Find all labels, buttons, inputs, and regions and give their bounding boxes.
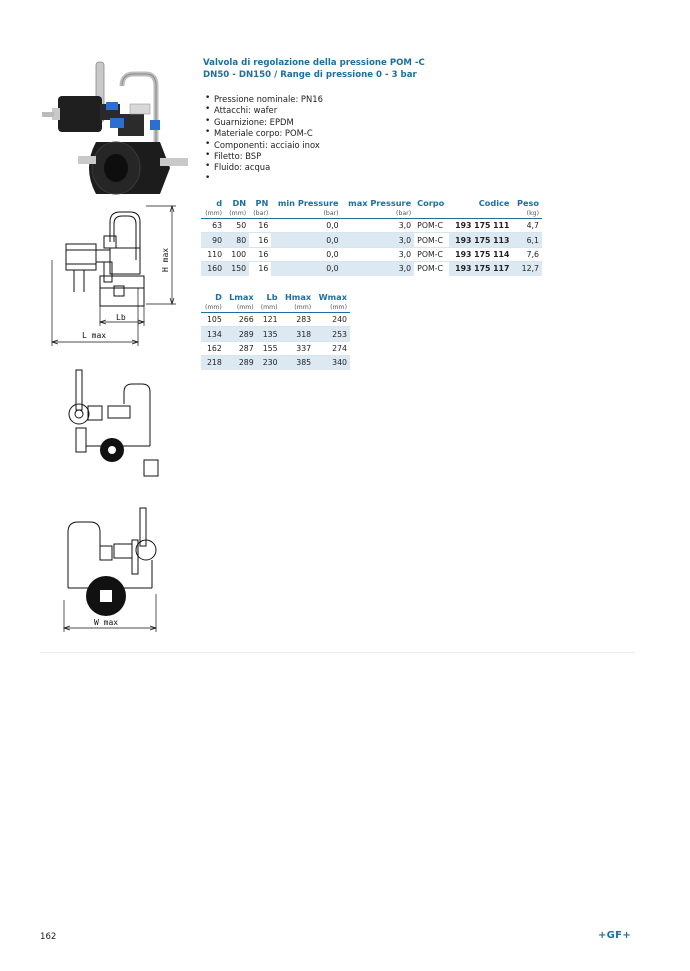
cell-max-pressure: 3,0	[342, 233, 415, 247]
unit-cell: (mm)	[225, 303, 257, 313]
cell-d: 90	[201, 233, 225, 247]
cell-hmax: 283	[281, 313, 315, 327]
cell-lmax: 287	[225, 341, 257, 355]
dimensions-table-units	[201, 303, 350, 313]
unit-cell: (bar)	[249, 209, 271, 219]
cell-d: 134	[201, 327, 225, 341]
unit-cell: (kg)	[512, 209, 542, 219]
cell-codice: 193 175 117	[449, 262, 512, 276]
unit-cell: (mm)	[257, 303, 281, 313]
cell-max-pressure: 3,0	[342, 219, 415, 233]
column-header: PN	[255, 198, 269, 208]
cell-wmax: 274	[314, 341, 350, 355]
cell-lb: 230	[257, 356, 281, 370]
spec-table	[201, 198, 542, 276]
cell-codice: 193 175 111	[449, 219, 512, 233]
cell-lmax: 266	[225, 313, 257, 327]
cell-min-pressure: 0,0	[271, 262, 341, 276]
table-row	[201, 219, 542, 233]
unit-cell	[414, 209, 449, 219]
cell-max-pressure: 3,0	[342, 262, 415, 276]
cell-hmax: 385	[281, 356, 315, 370]
column-header: Codice	[478, 198, 510, 208]
unit-cell: (bar)	[271, 209, 341, 219]
table-row	[201, 313, 350, 327]
dimensions-table	[201, 292, 350, 370]
cell-hmax: 318	[281, 327, 315, 341]
cell-min-pressure: 0,0	[271, 247, 341, 261]
column-header: DN	[232, 198, 247, 208]
cell-codice: 193 175 113	[449, 233, 512, 247]
front-view-drawing	[60, 504, 164, 634]
product-photo	[38, 58, 193, 203]
column-header: d	[216, 198, 223, 208]
table-row	[201, 247, 542, 261]
label-w-max: W max	[94, 618, 119, 627]
product-title-line1: Valvola di regolazione della pressione POM -C	[203, 58, 425, 68]
cell-pn: 16	[249, 247, 271, 261]
cell-lb: 121	[257, 313, 281, 327]
cell-lmax: 289	[225, 356, 257, 370]
page-number: 162	[40, 932, 57, 942]
column-header: Hmax	[284, 292, 312, 302]
cell-pn: 16	[249, 219, 271, 233]
label-lb: Lb	[116, 313, 126, 322]
spec-table-units	[201, 209, 542, 219]
cell-pn: 16	[249, 262, 271, 276]
table-row	[201, 327, 350, 341]
cell-codice: 193 175 114	[449, 247, 512, 261]
unit-cell: (mm)	[201, 303, 225, 313]
cell-lb: 135	[257, 327, 281, 341]
cell-lb: 155	[257, 341, 281, 355]
product-title	[203, 57, 425, 81]
side-view-drawing	[44, 200, 182, 352]
cell-peso: 6,1	[512, 233, 542, 247]
cell-peso: 4,7	[512, 219, 542, 233]
cell-dn: 80	[225, 233, 249, 247]
cell-peso: 12,7	[512, 262, 542, 276]
cell-d: 218	[201, 356, 225, 370]
cell-pn: 16	[249, 233, 271, 247]
cell-corpo: POM-C	[414, 247, 449, 261]
column-header: Lmax	[229, 292, 254, 302]
feature-list	[205, 94, 323, 174]
cell-wmax: 253	[314, 327, 350, 341]
cell-corpo: POM-C	[414, 233, 449, 247]
cell-d: 162	[201, 341, 225, 355]
top-view-drawing	[62, 366, 162, 480]
table-row	[201, 233, 542, 247]
column-header: Wmax	[318, 292, 347, 302]
table-row	[201, 356, 350, 370]
section-divider	[40, 652, 635, 653]
feature-item: • Filetto: BSP	[205, 151, 323, 162]
feature-item: • Fluido: acqua	[205, 162, 323, 173]
unit-cell	[449, 209, 512, 219]
unit-cell: (mm)	[314, 303, 350, 313]
column-header: Corpo	[417, 198, 445, 208]
unit-cell: (mm)	[201, 209, 225, 219]
table-row	[201, 341, 350, 355]
cell-corpo: POM-C	[414, 262, 449, 276]
cell-d: 105	[201, 313, 225, 327]
cell-lmax: 289	[225, 327, 257, 341]
product-title-line2: DN50 - DN150 / Range di pressione 0 - 3 bar	[203, 70, 417, 80]
cell-dn: 150	[225, 262, 249, 276]
column-header: Peso	[516, 198, 539, 208]
label-l-max: L max	[82, 331, 107, 340]
feature-item: • Materiale corpo: POM-C	[205, 128, 323, 139]
cell-d: 160	[201, 262, 225, 276]
gf-logo: +GF+	[598, 930, 631, 941]
cell-dn: 50	[225, 219, 249, 233]
unit-cell: (mm)	[225, 209, 249, 219]
cell-max-pressure: 3,0	[342, 247, 415, 261]
column-header: min Pressure	[277, 198, 339, 208]
feature-item: • Componenti: acciaio inox	[205, 140, 323, 151]
feature-item: • Pressione nominale: PN16	[205, 94, 323, 105]
column-header: D	[215, 292, 222, 302]
cell-d: 110	[201, 247, 225, 261]
cell-dn: 100	[225, 247, 249, 261]
spec-table-header	[201, 198, 542, 209]
cell-min-pressure: 0,0	[271, 233, 341, 247]
label-h-max: H max	[161, 247, 170, 272]
column-header: max Pressure	[348, 198, 412, 208]
table-row	[201, 262, 542, 276]
cell-hmax: 337	[281, 341, 315, 355]
column-header: Lb	[266, 292, 278, 302]
unit-cell: (bar)	[342, 209, 415, 219]
cell-wmax: 240	[314, 313, 350, 327]
feature-item: • Attacchi: wafer	[205, 105, 323, 116]
cell-d: 63	[201, 219, 225, 233]
cell-peso: 7,6	[512, 247, 542, 261]
cell-corpo: POM-C	[414, 219, 449, 233]
cell-wmax: 340	[314, 356, 350, 370]
unit-cell: (mm)	[281, 303, 315, 313]
dimensions-table-header	[201, 292, 350, 303]
feature-item: • Guarnizione: EPDM	[205, 117, 323, 128]
cell-min-pressure: 0,0	[271, 219, 341, 233]
